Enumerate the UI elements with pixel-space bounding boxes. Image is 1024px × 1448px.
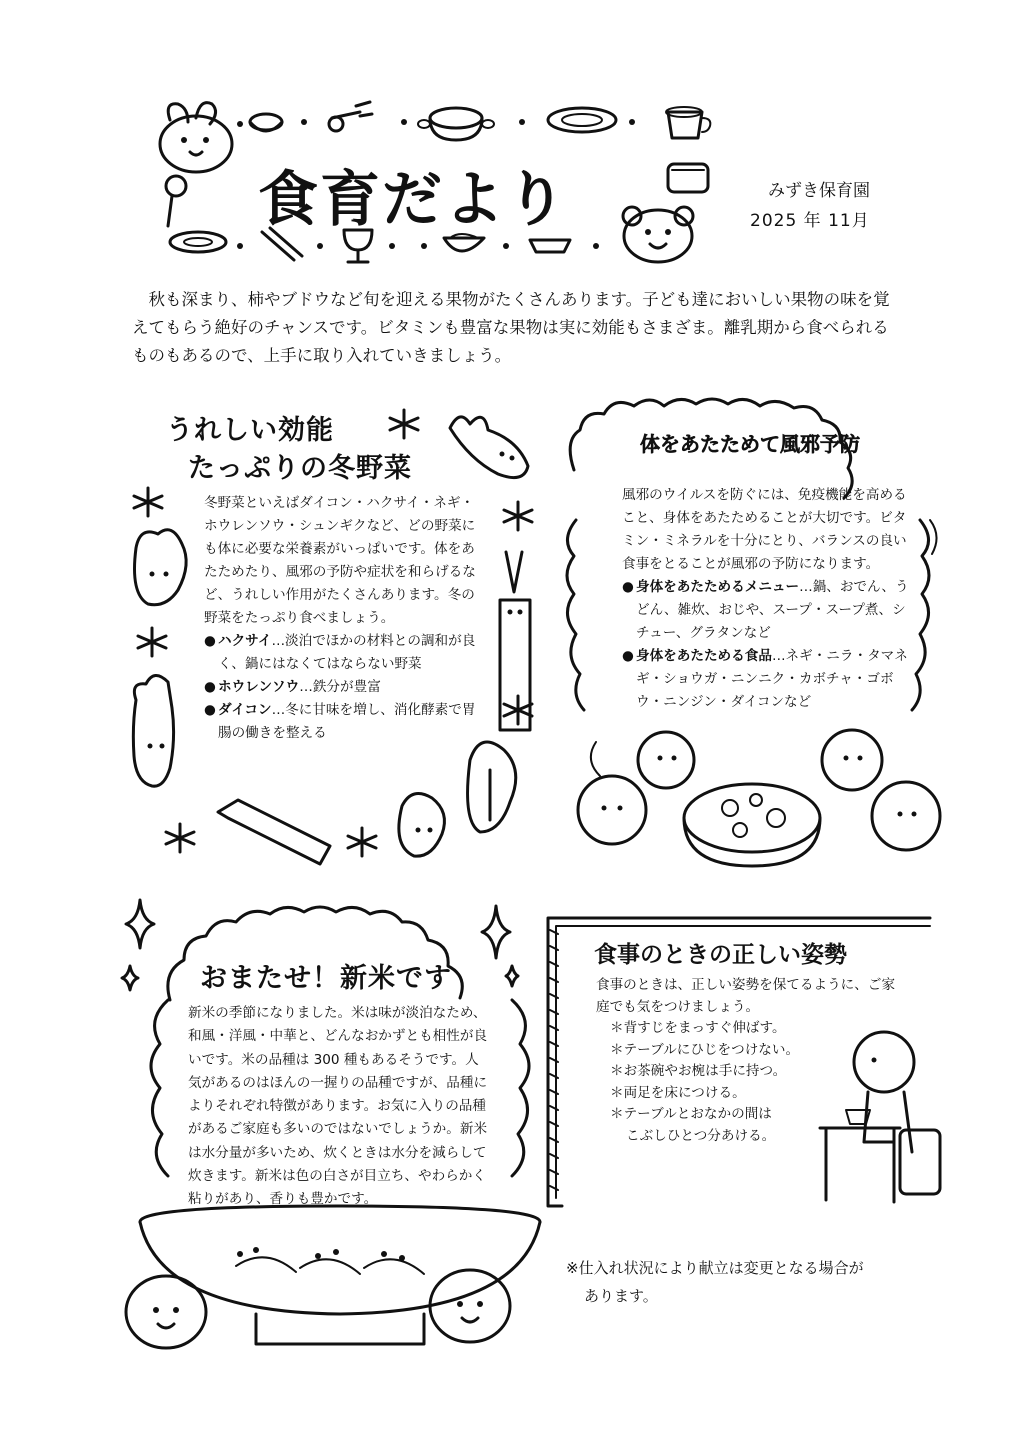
fork-icon [329,102,372,131]
new-rice-body: 新米の季節になりました。米は味が淡泊なため、和風・洋風・中華と、どんなおかずとも相性が良いです。米の品種は 300 種もあるそうです。人気があるのはほんの一握りの品種ですが、品種によりそれぞれ特徴があります。お気に入りの品種があるご家庭も多いのではないでしょうか。新米は水分量が多いため、炊くときは水分を減らして炊きます。新米は色の白さが目立ち、やわらかく粘りがあり、香りも豊かです。 [188,1005,488,1208]
girl-icon [126,1276,206,1348]
sparkle-icon [482,906,510,958]
item-desc: …淡泊でほかの材料との調和が良く、鍋にはなくてはならない野菜 [218,633,476,672]
list-item: ＊両足を床につける。 [610,1084,746,1101]
list-item: ● 身体をあたためるメニュー…鍋、おでん、うどん、雑炊、おじや、スープ・スープ煮、シチュー、グラタンなど [622,579,909,641]
winter-veg-heading-line1: うれしい効能 [166,415,334,446]
snowflake-icon [138,628,166,656]
new-rice-title: おまたせ！新米です [200,963,452,994]
list-item: ● ホウレンソウ…鉄分が豊富 [204,679,381,695]
list-item: ● 身体をあたためる食品…ネギ・ニラ・タマネギ・ショウガ・ニンニク・カボチャ・ゴボウ・ニンジン・ダイコンなど [622,648,908,710]
note-line2: あります。 [584,1287,658,1305]
cabbage-icon [135,530,187,605]
spinach-icon [468,742,516,832]
item-desc: …冬に甘味を増し、消化酵素で胃腸の働きを整える [218,702,476,741]
hotpot-icon [684,784,820,866]
item-desc: …ネギ・ニラ・タマネギ・ショウガ・ニンニク・カボチャ・ゴボウ・ニンジン・ダイコンなど [636,648,908,710]
winter-veg-heading [166,412,412,488]
cabbage-icon [399,794,445,857]
menu-change-note [566,1254,926,1310]
snowflake-icon [504,502,532,530]
small-dish-icon [530,240,570,252]
dish-icon [170,232,226,252]
pot-icon [418,108,494,140]
item-name: 身体をあたためる食品 [636,648,772,664]
rice-bowl-icon [140,1206,540,1344]
posture-section [596,975,896,1147]
item-desc: …鍋、おでん、うどん、雑炊、おじや、スープ・スープ煮、シチュー、グラタンなど [636,579,909,641]
list-item: ● ハクサイ…淡泊でほかの材料との調和が良く、鍋にはなくてはならない野菜 [204,633,476,672]
winter-veg-heading-line2: たっぷりの冬野菜 [188,453,412,484]
lunchbox-icon [668,164,708,192]
cold-prevention-section [622,484,910,714]
item-name: ダイコン [218,702,272,718]
sparkle-icon [506,966,518,986]
list-item-continuation: こぶしひとつ分あける。 [626,1127,776,1144]
list-item: ＊お茶碗やお椀は手に持つ。 [610,1063,787,1079]
organization-name: みずき保育園 [768,181,870,201]
daikon-icon [133,675,173,786]
cup-icon [666,107,710,138]
list-item: ＊背すじをまっすぐ伸ばす。 [610,1020,786,1036]
list-item: ● ダイコン…冬に甘味を増し、消化酵素で胃腸の働きを整える [204,702,476,741]
page-title: 食育だより [258,165,568,235]
leek-icon [218,800,330,864]
posture-intro: 食事のときは、正しい姿勢を保てるように、ご家庭でも気をつけましょう。 [596,977,896,1015]
bear-icon [623,207,693,262]
issue-date: 2025 年 11月 [750,211,870,231]
item-name: 身体をあたためるメニュー [636,579,800,595]
cold-prevention-body: 風邪のウイルスを防ぐには、免疫機能を高めること、身体をあたためることが大切です。ビタミン・ミネラルを十分にとり、バランスの良い食事をとることが風邪の予防になります。 [622,487,907,572]
snowflake-icon [348,828,376,856]
snowflake-icon [504,696,532,724]
note-line1: ※仕入れ状況により献立は変更となる場合が [566,1259,864,1277]
list-item: ＊テーブルにひじをつけない。 [610,1041,800,1058]
posture-title: 食事のときの正しい姿勢 [594,942,847,968]
item-name: ハクサイ [218,633,272,649]
sparkle-icon [126,900,154,948]
bowl-icon [250,114,282,131]
boy-icon [430,1270,510,1342]
sparkle-icon [122,966,138,990]
winter-veg-section [204,492,476,745]
item-desc: …鉄分が豊富 [299,679,381,695]
item-name: ホウレンソウ [218,679,300,695]
rabbit-icon [160,103,232,172]
snowflake-icon [166,824,194,852]
list-item: ＊テーブルとおなかの間は [610,1106,772,1122]
spoon-icon [166,176,186,226]
radish-icon [450,417,528,478]
winter-veg-body: 冬野菜といえばダイコン・ハクサイ・ネギ・ホウレンソウ・シュンギクなど、どの野菜にも体に必要な栄養素がいっぱいです。体をあたためたり、風邪の予防や症状を和らげるなど、うれしい作用がたくさんあります。冬の野菜をたっぷり食べましょう。 [204,495,476,626]
plate-icon [548,108,616,132]
snowflake-icon [134,488,162,516]
children-icon [578,730,940,850]
cold-prevention-title: 体をあたためて風邪予防 [640,432,860,456]
intro-paragraph: 秋も深まり、柿やブドウなど旬を迎える果物がたくさんあります。子ども達においしい果物の味を覚えてもらう絶好のチャンスです。ビタミンも豊富な果物は実に効能もさまざま。離乳期から食べられるものもあるので、上手に取り入れていきましょう。 [132,290,890,365]
